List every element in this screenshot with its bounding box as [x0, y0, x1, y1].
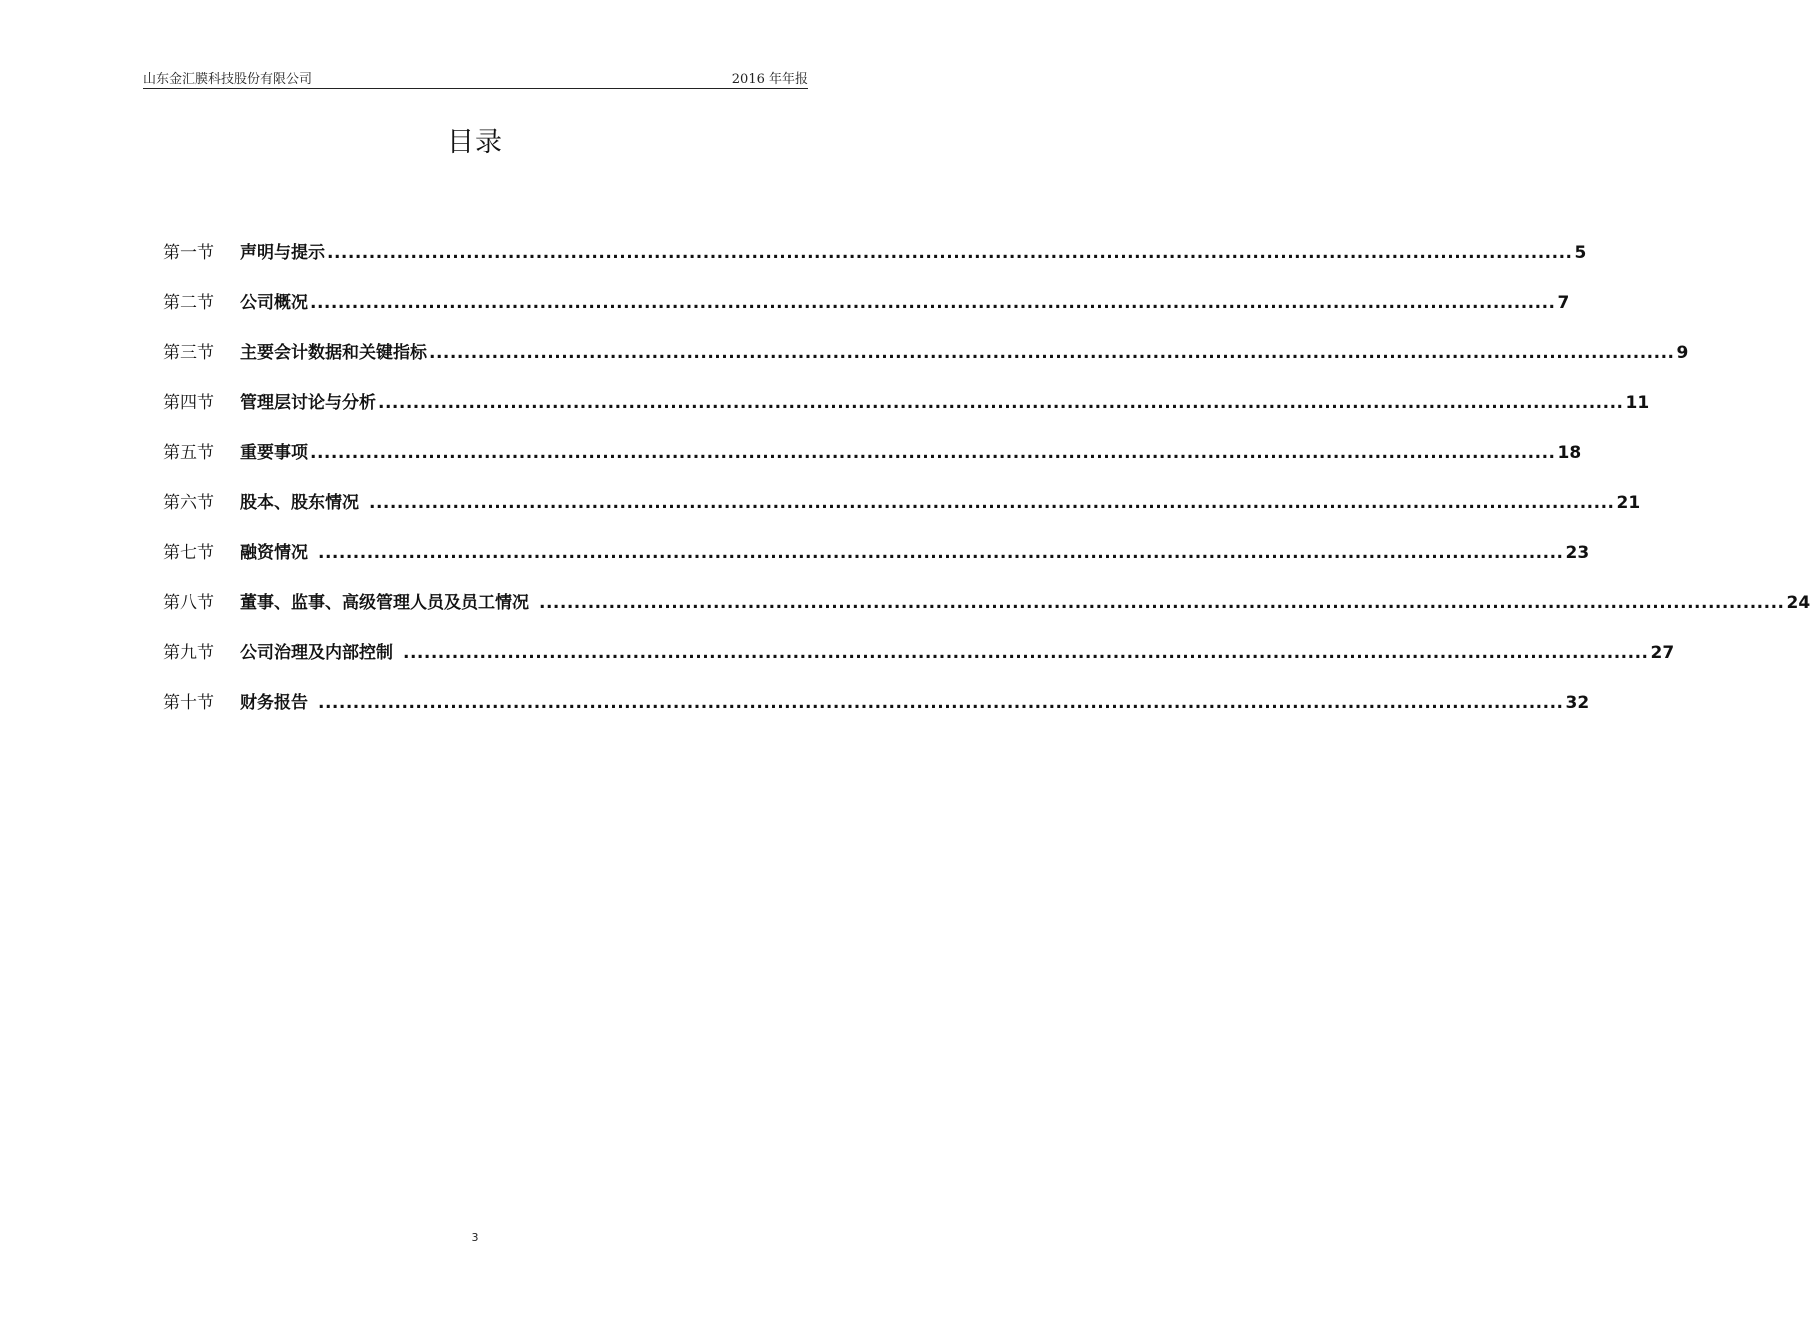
toc-entry-title[interactable]: 声明与提示 [240, 242, 325, 263]
toc-section-number: 第七节 [163, 542, 214, 563]
toc-page-number[interactable]: 18 [1557, 442, 1582, 463]
toc-leader-dots [369, 493, 1614, 513]
toc-row[interactable] [163, 425, 1582, 475]
toc-page-number[interactable]: 7 [1557, 292, 1570, 313]
toc-page-number[interactable]: 32 [1565, 692, 1590, 713]
toc-page-number[interactable]: 9 [1676, 342, 1689, 363]
toc-row[interactable] [163, 275, 1570, 325]
toc-entry-title[interactable]: 公司概况 [240, 292, 308, 313]
toc-leader-dots [403, 643, 1648, 663]
page-header [143, 68, 808, 89]
toc-leader-dots [429, 343, 1674, 363]
table-of-contents [163, 225, 1810, 725]
toc-page-number[interactable]: 11 [1625, 392, 1650, 413]
report-label: 2016 年年报 [731, 72, 808, 87]
toc-entry-title[interactable]: 主要会计数据和关键指标 [240, 342, 427, 363]
toc-page-number[interactable]: 24 [1786, 592, 1810, 613]
toc-section-number: 第三节 [163, 342, 214, 363]
toc-section-number: 第二节 [163, 292, 214, 313]
toc-section-number: 第十节 [163, 692, 214, 713]
toc-leader-dots [310, 443, 1555, 463]
toc-entry-title[interactable]: 股本、股东情况 [240, 492, 359, 513]
toc-entry-title[interactable]: 公司治理及内部控制 [240, 642, 393, 663]
toc-leader-dots [310, 293, 1555, 313]
toc-section-number: 第八节 [163, 592, 214, 613]
toc-page-number[interactable]: 27 [1650, 642, 1675, 663]
toc-leader-dots [327, 243, 1572, 263]
toc-row[interactable] [163, 225, 1587, 275]
toc-section-number: 第一节 [163, 242, 214, 263]
toc-row[interactable] [163, 675, 1590, 725]
toc-leader-dots [318, 693, 1563, 713]
toc-entry-title[interactable]: 融资情况 [240, 542, 308, 563]
toc-leader-dots [378, 393, 1623, 413]
toc-entry-title[interactable]: 重要事项 [240, 442, 308, 463]
toc-section-number: 第五节 [163, 442, 214, 463]
toc-leader-dots [539, 593, 1784, 613]
toc-page-number[interactable]: 23 [1565, 542, 1590, 563]
page-title: 目录 [447, 127, 503, 158]
toc-leader-dots [318, 543, 1563, 563]
toc-row[interactable] [163, 575, 1810, 625]
toc-section-number: 第四节 [163, 392, 214, 413]
toc-section-number: 第九节 [163, 642, 214, 663]
toc-row[interactable] [163, 625, 1675, 675]
toc-page-number[interactable]: 5 [1574, 242, 1587, 263]
toc-row[interactable] [163, 525, 1590, 575]
company-name: 山东金汇膜科技股份有限公司 [143, 72, 313, 87]
toc-entry-title[interactable]: 管理层讨论与分析 [240, 392, 376, 413]
toc-entry-title[interactable]: 财务报告 [240, 692, 308, 713]
page-number: 3 [471, 1231, 479, 1244]
toc-page-number[interactable]: 21 [1616, 492, 1641, 513]
toc-section-number: 第六节 [163, 492, 214, 513]
toc-row[interactable] [163, 325, 1689, 375]
toc-entry-title[interactable]: 董事、监事、高级管理人员及员工情况 [240, 592, 529, 613]
toc-row[interactable] [163, 375, 1650, 425]
toc-row[interactable] [163, 475, 1641, 525]
